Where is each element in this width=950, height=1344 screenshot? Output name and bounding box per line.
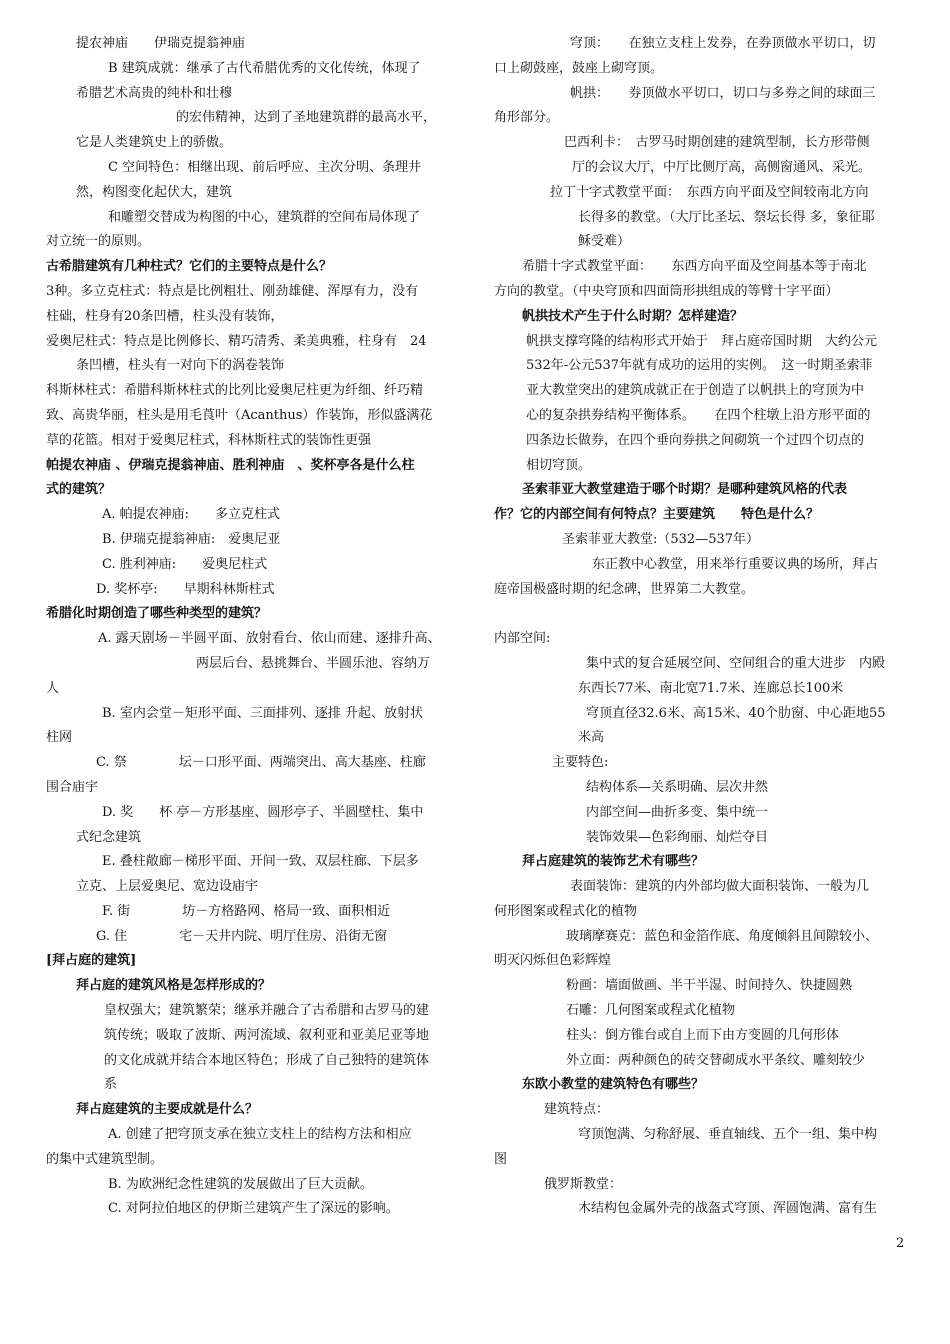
text-line: 柱础，柱身有20条凹槽，柱头没有装饰， — [46, 308, 284, 324]
text-line: A. 创建了把穹顶支承在独立支柱上的结构方法和相应 — [108, 1127, 412, 1143]
section-heading: [拜占庭的建筑] — [46, 953, 137, 969]
text-line: 式纪念建筑 — [76, 829, 142, 845]
text-line: B 建筑成就：继承了古代希腊优秀的文化传统，体现了 — [108, 60, 421, 76]
section-heading: 式的建筑？ — [46, 482, 112, 498]
text-line: B. 为欧洲纪念性建筑的发展做出了巨大贡献。 — [108, 1176, 373, 1192]
text-line: 筑传统；吸取了波斯、两河流域、叙利亚和亚美尼亚等地 — [104, 1027, 430, 1043]
text-line: 立克、上层爱奥尼、宽边设庙宇 — [76, 879, 259, 895]
text-line: 集中式的复合延展空间、空间组合的重大进步 内殿 — [586, 655, 886, 671]
text-line: 结构体系—关系明确、层次井然 — [586, 779, 769, 795]
section-heading: 帕提农神庙 、伊瑞克提翁神庙、胜利神庙 、奖杯亭各是什么柱 — [46, 457, 415, 473]
text-line: C. 祭 坛－口形平面、两端突出、高大基座、柱廊 — [96, 755, 426, 771]
text-line: 俄罗斯教堂： — [544, 1176, 623, 1192]
text-line: 东西长77米、南北宽71.7米、连廊总长100米 — [578, 680, 844, 696]
text-line: 厅的会议大厅，中厅比侧厅高，高侧窗通风、采光。 — [572, 159, 872, 175]
text-line: G. 住 宅－天井内院、明厅住房、沿街无窗 — [96, 928, 388, 944]
page-number: 2 — [896, 1236, 905, 1251]
text-line: 四条边长做券，在四个垂向券拱之间砌筑一个过四个切点的 — [526, 432, 865, 448]
text-line: 表面装饰：建筑的内外部均做大面积装饰、一般为几 — [570, 879, 870, 895]
text-line: 粉画：墙面做画、半干半湿、时间持久、快捷圆熟 — [566, 978, 853, 994]
text-line: 长得多的教堂。（大厅比圣坛、祭坛长得 多，象征耶 — [578, 209, 875, 225]
right-column — [494, 32, 909, 1222]
text-line: 主要特色: — [552, 755, 609, 771]
text-line: 玻璃摩赛克：蓝色和金箔作底、角度倾斜且间隙较小、 — [566, 928, 879, 944]
text-line: 庭帝国极盛时期的纪念碑，世界第二大教堂。 — [494, 581, 755, 597]
text-line: 然，构图变化起伏大，建筑 — [76, 184, 233, 200]
section-heading: 帆拱技术产生于什么时期？怎样建造？ — [522, 308, 744, 324]
text-line: 石雕：几何图案或程式化植物 — [566, 1003, 736, 1019]
text-line: 角形部分。 — [494, 110, 560, 126]
text-line: 条凹槽，柱头有一对向下的涡卷装饰 — [76, 358, 285, 374]
text-line: 致、高贵华丽，柱头是用毛莨叶（Acanthus）作装饰，形似盛满花 — [46, 407, 433, 423]
text-line: 系 — [104, 1077, 118, 1093]
section-heading: 圣索菲亚大教堂建造于哪个时期？是哪种建筑风格的代表 — [522, 482, 848, 498]
text-line: 的集中式建筑型制。 — [46, 1151, 164, 1167]
text-line: 科斯林柱式：希腊科斯林柱式的比列比爱奥尼柱更为纤细、纤巧精 — [46, 383, 424, 399]
text-line: 草的花篮。相对于爱奥尼柱式，科林斯柱式的装饰性更强 — [46, 432, 372, 448]
text-line — [494, 602, 909, 627]
text-line: 穹顶： 在独立支柱上发券，在券顶做水平切口，切 — [570, 36, 876, 51]
text-line: E. 叠柱敞廊－梯形平面、开间一致、双层柱廊、下层多 — [102, 854, 419, 870]
text-line: 明灭闪烁但色彩辉煌 — [494, 953, 612, 969]
text-line: 东正教中心教堂，用来举行重要议典的场所，拜占 — [592, 556, 879, 572]
section-heading: 作？它的内部空间有何特点？主要建筑 特色是什么？ — [494, 507, 820, 523]
text-line: 人 — [46, 680, 60, 696]
text-line: 围合庙宇 — [46, 779, 99, 795]
text-line: C. 胜利神庙: 爱奥尼柱式 — [102, 556, 268, 572]
text-line: 圣索菲亚大教堂:（532—537年） — [562, 531, 760, 547]
text-line: C 空间特色：相继出现、前后呼应、主次分明、条理井 — [108, 159, 422, 175]
section-heading: 东欧小教堂的建筑特色有哪些？ — [522, 1077, 705, 1093]
text-line: 巴西利卡： 古罗马时期创建的建筑型制，长方形带侧 — [564, 135, 870, 151]
text-line: 拉丁十字式教堂平面： 东西方向平面及空间较南北方向 — [550, 184, 869, 200]
text-line: B. 伊瑞克提翁神庙: 爱奥尼亚 — [102, 531, 281, 547]
text-line: 装饰效果—色彩绚丽、灿烂夺目 — [586, 829, 769, 845]
text-line: 希腊十字式教堂平面： 东西方向平面及空间基本等于南北 — [522, 259, 867, 275]
text-line: B. 室内会堂－矩形平面、三面排列、逐排 升起、放射状 — [102, 705, 423, 721]
text-line: 木结构包金属外壳的战盔式穹顶、浑圆饱满、富有生 — [578, 1201, 878, 1217]
text-line: 帆拱支撑穹隆的结构形式开始于 拜占庭帝国时期 大约公元 — [526, 333, 878, 349]
section-heading: 拜占庭的建筑风格是怎样形成的？ — [76, 978, 272, 994]
text-line: 提农神庙 伊瑞克提翁神庙 — [76, 36, 246, 51]
text-line: 希腊艺术高贵的纯朴和壮穆 — [76, 85, 233, 101]
text-line: 图 — [494, 1151, 508, 1167]
text-line: 相切穹顶。 — [526, 457, 592, 473]
section-heading: 希腊化时期创造了哪些种类型的建筑？ — [46, 606, 268, 622]
text-line: 建筑特点： — [544, 1102, 610, 1118]
text-line: 对立统一的原则。 — [46, 234, 151, 250]
text-line: 口上砌鼓座，鼓座上砌穹顶。 — [494, 60, 664, 76]
text-line: A. 帕提农神庙: 多立克柱式 — [102, 507, 281, 523]
text-line: 内部空间—曲折多变、集中统一 — [586, 804, 769, 820]
text-line: C. 对阿拉伯地区的伊斯兰建筑产生了深远的影响。 — [108, 1201, 399, 1217]
text-line: 穹顶饱满、匀称舒展、垂直轴线、五个一组、集中构 — [578, 1127, 878, 1143]
text-line: 亚大教堂突出的建筑成就正在于创造了以帆拱上的穹顶为中 — [526, 383, 865, 399]
text-line: 外立面：两种颜色的砖交替砌成水平条纹、雕刻较少 — [566, 1052, 866, 1068]
section-heading: 古希腊建筑有几种柱式？它们的主要特点是什么？ — [46, 259, 333, 275]
text-line: 方向的教堂。（中央穹顶和四面筒形拱组成的等臂十字平面） — [494, 283, 839, 299]
text-line: 的宏伟精神，达到了圣地建筑群的最高水平， — [176, 110, 437, 126]
text-line: 3种。多立克柱式：特点是比例粗壮、刚劲雄健、浑厚有力，没有 — [46, 283, 419, 299]
text-line: 稣受难） — [578, 234, 631, 250]
left-column — [46, 32, 461, 1222]
section-heading: 拜占庭建筑的装饰艺术有哪些？ — [522, 854, 705, 870]
text-line: 它是人类建筑史上的骄傲。 — [76, 135, 233, 151]
text-line: 心的复杂拱券结构平衡体系。 在四个柱墩上沿方形平面的 — [526, 407, 871, 423]
text-line: 帆拱： 券顶做水平切口，切口与多券之间的球面三 — [570, 85, 876, 101]
text-line: A. 露天剧场－半圆平面、放射看台、依山而建、逐排升高、 — [98, 631, 441, 647]
text-line: 532年-公元537年就有成功的运用的实例。 这一时期圣索菲 — [526, 358, 873, 374]
text-line: D. 奖 杯 亭－方形基座、圆形亭子、半圆壁柱、集中 — [102, 804, 424, 820]
text-line: 和雕塑交替成为构图的中心，建筑群的空间布局体现了 — [108, 209, 421, 225]
text-line: 柱网 — [46, 730, 73, 746]
text-line: D. 奖杯亭: 早期科林斯柱式 — [96, 581, 275, 597]
text-line: 爱奥尼柱式：特点是比例修长、精巧清秀、柔美典雅，柱身有 24 — [46, 333, 427, 349]
text-line: 何形图案或程式化的植物 — [494, 903, 638, 919]
text-line: 皇权强大；建筑繁荣；继承并融合了古希腊和古罗马的建 — [104, 1003, 430, 1019]
text-line: 内部空间: — [494, 631, 551, 647]
text-line: 柱头：倒方锥台或自上而下由方变圆的几何形体 — [566, 1027, 840, 1043]
text-line: 的文化成就并结合本地区特色；形成了自己独特的建筑体 — [104, 1052, 430, 1068]
text-line: 两层后台、悬挑舞台、半圆乐池、容纳万 — [196, 655, 431, 671]
text-line: 穹顶直径32.6米、高15米、40个肋窗、中心距地55 — [586, 705, 886, 721]
text-line: 米高 — [578, 730, 605, 746]
section-heading: 拜占庭建筑的主要成就是什么？ — [76, 1102, 259, 1118]
text-line: F. 街 坊－方格路网、格局一致、面积相近 — [102, 903, 391, 919]
